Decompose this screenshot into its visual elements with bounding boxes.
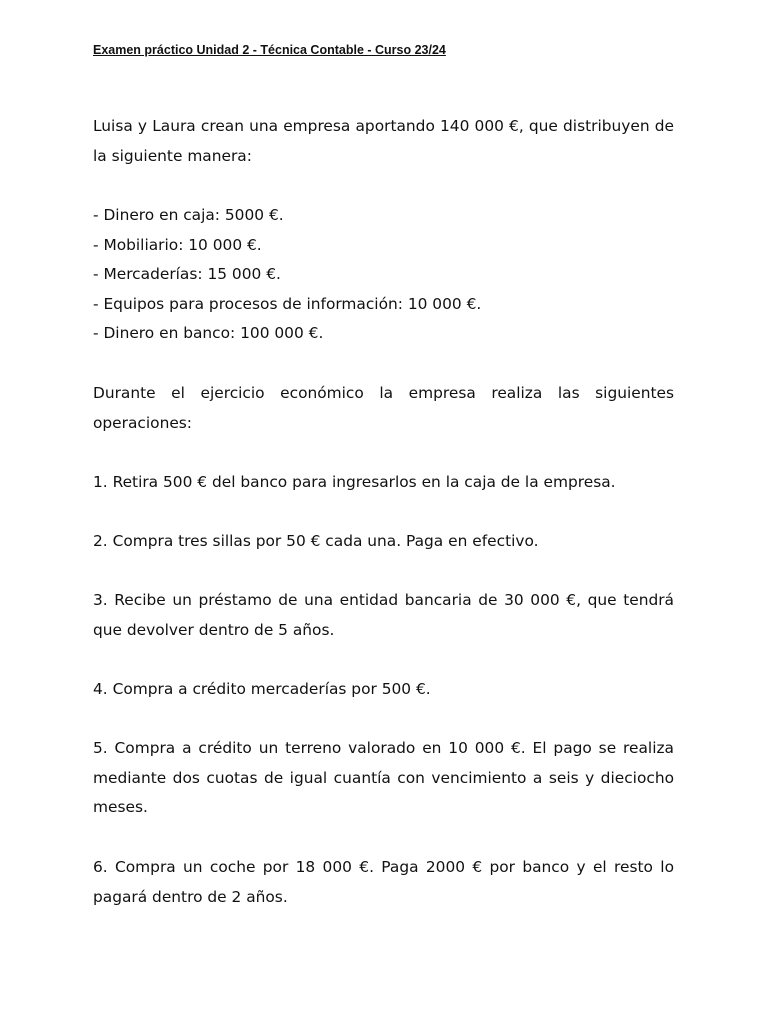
asset-item-bank: - Dinero en banco: 100 000 €. bbox=[93, 324, 324, 343]
operation-item-5: 5. Compra a crédito un terreno valorado en 10 000 €. El pago se realiza mediante dos cuotas de igual cuantía con vencimiento a seis y dieciocho meses. bbox=[93, 739, 674, 817]
asset-item-it-equipment: - Equipos para procesos de información: 10 000 €. bbox=[93, 294, 482, 313]
exam-header: Examen práctico Unidad 2 - Técnica Contable - Curso 23/24 bbox=[93, 43, 446, 57]
operation-item-3: 3. Recibe un préstamo de una entidad bancaria de 30 000 €, que tendrá que devolver dentro de 5 años. bbox=[93, 591, 674, 639]
operation-item-2: 2. Compra tres sillas por 50 € cada una. Paga en efectivo. bbox=[93, 532, 539, 550]
asset-item-cash: - Dinero en caja: 5000 €. bbox=[93, 206, 284, 224]
operations-intro-paragraph: Durante el ejercicio económico la empresa realiza las siguientes operaciones: bbox=[93, 384, 674, 432]
operation-item-4: 4. Compra a crédito mercaderías por 500 €. bbox=[93, 680, 431, 698]
asset-item-furniture: - Mobiliario: 10 000 €. bbox=[93, 235, 262, 254]
asset-item-merchandise: - Mercaderías: 15 000 €. bbox=[93, 265, 281, 284]
asset-list bbox=[93, 201, 674, 349]
intro-paragraph: Luisa y Laura crean una empresa aportando 140 000 €, que distribuyen de la siguiente manera: bbox=[93, 117, 674, 165]
operation-item-6: 6. Compra un coche por 18 000 €. Paga 2000 € por banco y el resto lo pagará dentro de 2 años. bbox=[93, 858, 674, 906]
operation-item-1: 1. Retira 500 € del banco para ingresarlos en la caja de la empresa. bbox=[93, 473, 616, 491]
